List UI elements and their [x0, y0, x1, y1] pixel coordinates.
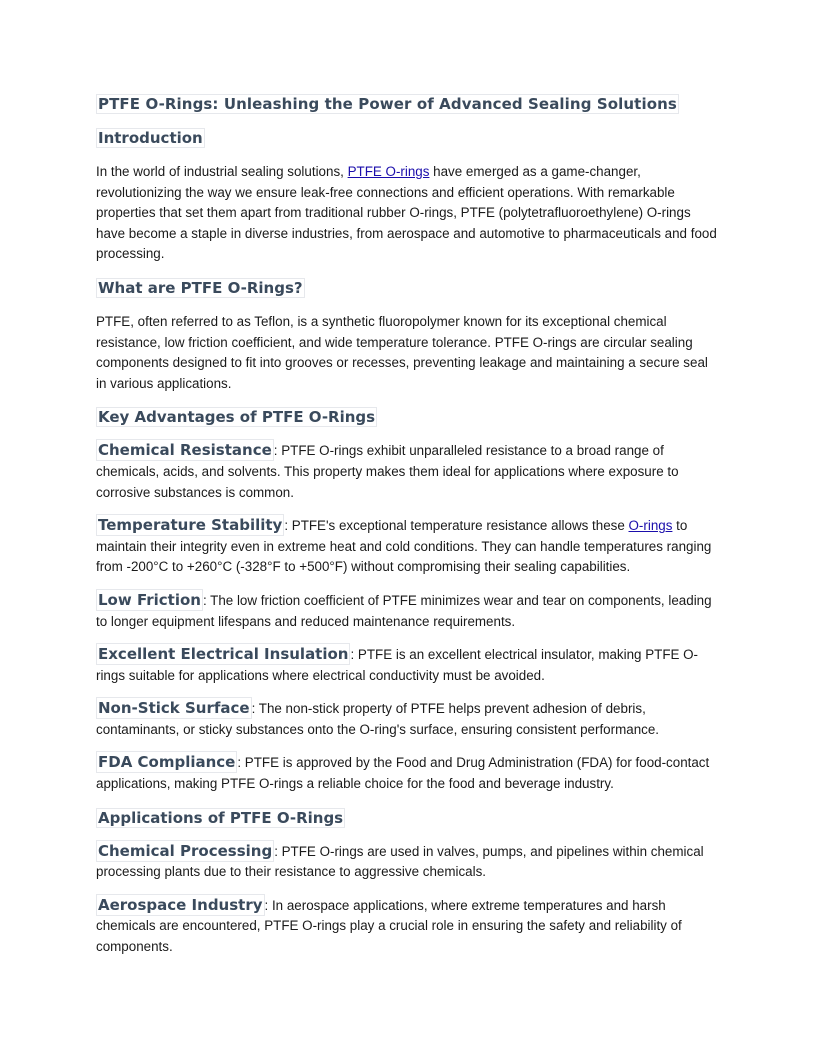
- advantage-text: : PTFE is an excellent electrical insulator, making PTFE O-rings suitable for applications where electrical conductivity must be avoided.: [96, 647, 699, 683]
- applications-heading-block: [96, 808, 720, 842]
- what-are-paragraph: PTFE, often referred to as Teflon, is a synthetic fluoropolymer known for its exceptional chemical resistance, low friction coefficient, and wide temperature tolerance. PTFE O-rings are circular sealing components designed to fit into grooves or recesses, preventing leakage and maintaining a secure seal in various applications.: [96, 313, 708, 391]
- application-aerospace: [96, 896, 720, 958]
- advantage-label: Excellent Electrical Insulation: [98, 645, 349, 664]
- advantage-text-end: to maintain their integrity even in extreme heat and cold conditions. They can handle temperatures ranging from -200°C to +260°C (-328°F to +500°F) without compromising their sealing capabilities.: [96, 518, 712, 575]
- advantage-label: Temperature Stability: [98, 516, 283, 535]
- advantages-heading: Key Advantages of PTFE O-Rings: [98, 408, 376, 427]
- what-are-heading-block: [96, 278, 720, 312]
- title-block: [96, 94, 720, 128]
- advantages-heading-block: [96, 407, 720, 441]
- advantage-low-friction: [96, 591, 720, 632]
- advantage-text-start: : PTFE's exceptional temperature resistance allows these: [284, 518, 629, 534]
- advantage-temperature-stability: [96, 516, 720, 578]
- application-text: : In aerospace applications, where extreme temperatures and harsh chemicals are encountered, PTFE O-rings play a crucial role in ensuring the safety and reliability of components.: [96, 897, 682, 955]
- advantage-label: Low Friction: [98, 590, 201, 609]
- application-label: Chemical Processing: [98, 841, 273, 860]
- advantage-electrical-insulation: [96, 645, 720, 686]
- document-page: [96, 94, 720, 971]
- advantage-text: : The non-stick property of PTFE helps prevent adhesion of debris, contaminants, or sticky substances onto the O-ring's surface, ensuring consistent performance.: [96, 701, 660, 737]
- application-text: : PTFE O-rings are used in valves, pumps, and pipelines within chemical processing plants due to their resistance to aggressive chemicals.: [96, 843, 704, 880]
- advantage-label: Non-Stick Surface: [98, 699, 250, 718]
- advantage-label: FDA Compliance: [98, 753, 236, 772]
- introduction-heading-block: [96, 128, 720, 162]
- advantage-chemical-resistance: [96, 441, 720, 503]
- application-chemical-processing: [96, 842, 720, 883]
- introduction-text-end: have emerged as a game-changer, revolutionizing the way we ensure leak-free connections and efficient operations. With remarkable properties that set them apart from traditional rubber O-rings, PTFE (polytetrafluoroethylene) O-rings have become a staple in diverse industries, from aerospace and automotive to pharmaceuticals and food processing.: [96, 164, 717, 262]
- what-are-heading: What are PTFE O-Rings?: [98, 278, 303, 297]
- advantage-text: : PTFE is approved by the Food and Drug Administration (FDA) for food-contact applications, making PTFE O-rings a reliable choice for the food and beverage industry.: [96, 755, 710, 792]
- introduction-heading: Introduction: [98, 129, 203, 147]
- introduction-paragraph: [96, 162, 720, 265]
- advantage-label: Chemical Resistance: [98, 441, 272, 460]
- introduction-text-start: In the world of industrial sealing solutions,: [96, 164, 348, 179]
- advantage-text: : The low friction coefficient of PTFE minimizes wear and tear on components, leading to longer equipment lifespans and reduced maintenance requirements.: [96, 592, 712, 629]
- page-title: PTFE O-Rings: Unleashing the Power of Advanced Sealing Solutions: [98, 95, 677, 113]
- application-label: Aerospace Industry: [98, 895, 263, 914]
- advantage-text: : PTFE O-rings exhibit unparalleled resistance to a broad range of chemicals, acids, and solvents. This property makes them ideal for applications where exposure to corrosive substances is common.: [96, 443, 679, 500]
- applications-heading: Applications of PTFE O-Rings: [98, 808, 344, 827]
- ptfe-o-rings-link[interactable]: PTFE O-rings: [347, 164, 430, 179]
- advantage-non-stick: [96, 699, 720, 740]
- advantage-fda-compliance: [96, 753, 720, 794]
- o-rings-link[interactable]: O-rings: [628, 518, 673, 534]
